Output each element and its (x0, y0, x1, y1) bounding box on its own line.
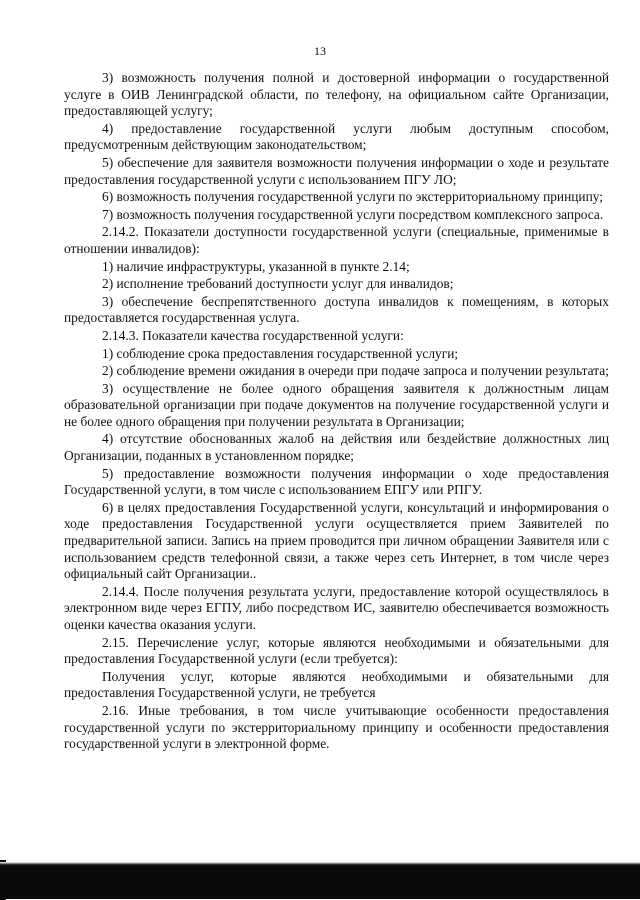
section-heading: 2.14.3. Показатели качества государственной услуги: (102, 327, 404, 343)
section-heading: 2.15. Перечисление услуг, которые являются необходимыми и обязательными для предоставления Государственной услуги (если требуется): (64, 634, 609, 667)
paragraph: 3) осуществление не более одного обращения заявителя к должностным лицам образовательной организации при подаче документов на получение государственной услуги и не более одного обращения при получении результата в Организации; (64, 380, 609, 429)
paragraph: 5) предоставление возможности получения информации о ходе предоставления Государственной услуги, в том числе с использованием ЕПГУ или РПГУ. (64, 465, 609, 498)
page-number: 13 (314, 44, 326, 58)
paragraph: 4) предоставление государственной услуги любым доступным способом, предусмотренным действующим законодательством; (64, 120, 609, 153)
paragraph: Получения услуг, которые являются необходимыми и обязательными для предоставления Государственной услуги, не требуется (64, 668, 609, 701)
paragraph: 2) исполнение требований доступности услуг для инвалидов; (102, 276, 454, 292)
section-heading: 2.14.2. Показатели доступности государственной услуги (специальные, применимые в отношении инвалидов): (64, 224, 609, 256)
scan-border-edge (0, 862, 640, 865)
scan-bottom-border (0, 865, 640, 899)
section-heading: 2.16. Иные требования, в том числе учитывающие особенности предоставления государственной услуги по экстерриториальному принципу и особенности предоставления государственной услуги в электронной форме. (64, 702, 609, 752)
document-body (64, 70, 609, 754)
paragraph: 1) соблюдение срока предоставления государственной услуги; (102, 345, 459, 361)
paragraph: 7) возможность получения государственной услуги посредством комплексного запроса. (102, 206, 604, 222)
paragraph: 6) возможность получения государственной услуги по экстерриториальному принципу; (102, 189, 604, 205)
paragraph: 2) соблюдение времени ожидания в очереди при подаче запроса и получении результата; (102, 363, 609, 379)
paragraph: 6) в целях предоставления Государственной услуги, консультаций и информирования о ходе предоставления Государственной услуги осуществляется прием Заявителей по предварительной записи. Запись на прием проводится при личном обращении Заявителя или с использованием средств телефонной связи, а также через сеть Интернет, в том числе через официальный сайт Организации.. (64, 499, 609, 582)
paragraph: 3) обеспечение беспрепятственного доступа инвалидов к помещениям, в которых предоставляется государственная услуга. (64, 293, 609, 326)
paragraph: 3) возможность получения полной и достоверной информации о государственной услуге в ОИВ Ленинградской области, по телефону, на официальном сайте Организации, предоставляющей услугу; (64, 70, 609, 119)
paragraph: 1) наличие инфраструктуры, указанной в пункте 2.14; (102, 258, 410, 274)
paragraph: 4) отсутствие обоснованных жалоб на действия или бездействие должностных лиц Организации, поданных в установленном порядке; (64, 431, 609, 464)
section-heading: 2.14.4. После получения результата услуги, предоставление которой осуществлялось в электронном виде через ЕГПУ, либо посредством ИС, заявителю обеспечивается возможность оценки качества оказания услуги. (64, 583, 609, 632)
paragraph: 5) обеспечение для заявителя возможности получения информации о ходе и результате предоставления государственной услуги с использованием ПГУ ЛО; (64, 154, 609, 187)
